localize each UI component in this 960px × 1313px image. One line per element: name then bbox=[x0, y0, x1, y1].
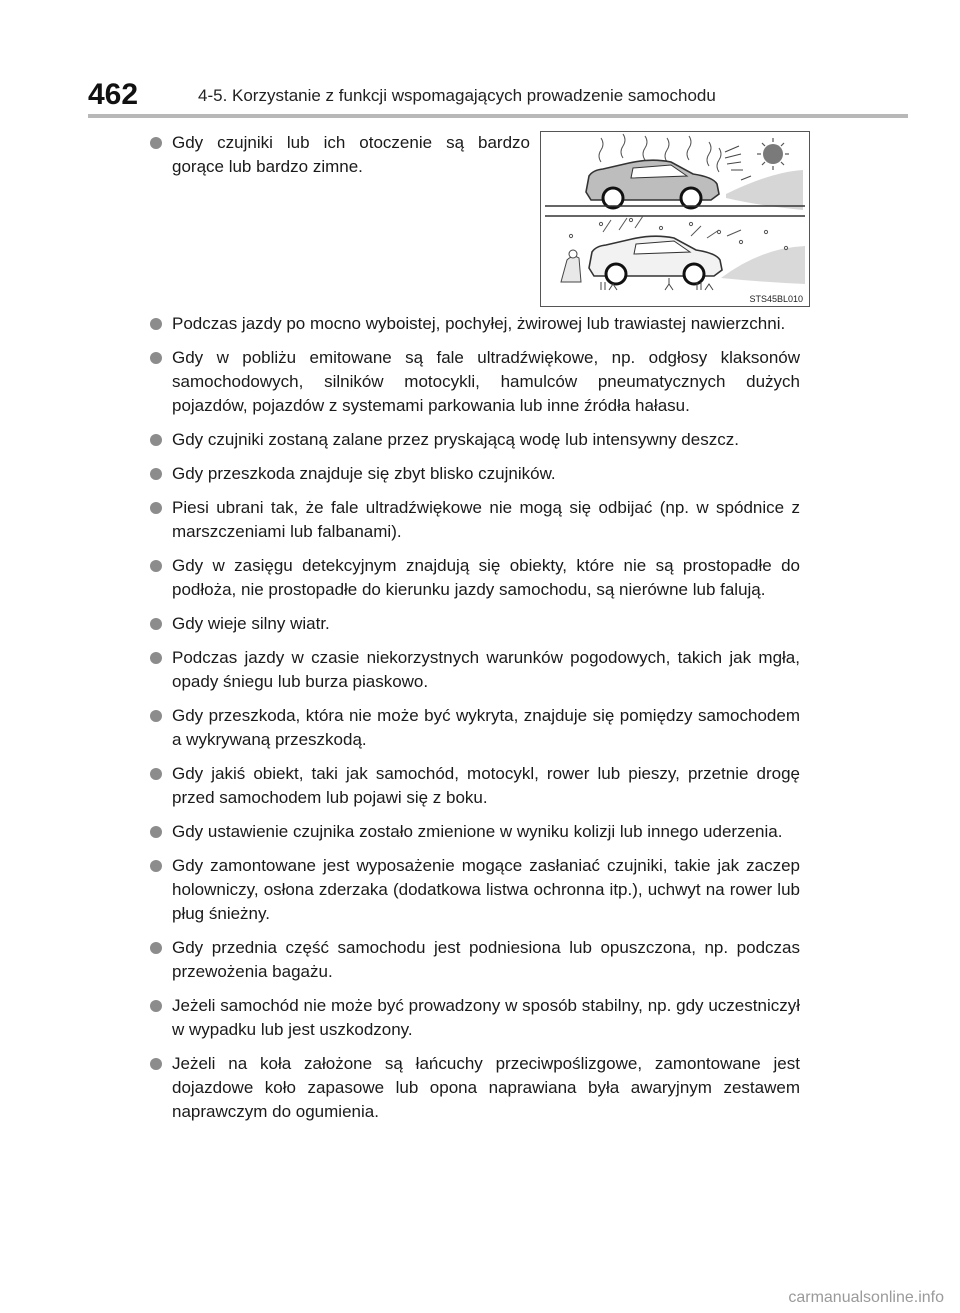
bullet-icon bbox=[150, 942, 162, 954]
list-item bbox=[150, 994, 800, 1042]
bullet-icon bbox=[150, 560, 162, 572]
car-bottom bbox=[589, 236, 722, 284]
list-item bbox=[150, 762, 800, 810]
bullet-icon bbox=[150, 468, 162, 480]
list-item-text: Gdy czujniki zostaną zalane przez pryskającą wodę lub intensywny deszcz. bbox=[172, 430, 739, 449]
list-item bbox=[150, 462, 800, 486]
list-item-text: Jeżeli na koła założone są łańcuchy przeciwpoślizgowe, zamontowane jest dojazdowe koło zapasowe lub opona naprawiana była awaryjnym zestawem naprawczym do ogumienia. bbox=[172, 1054, 800, 1121]
bullet-icon bbox=[150, 768, 162, 780]
bullet-icon bbox=[150, 137, 162, 149]
list-item bbox=[150, 704, 800, 752]
header-rule bbox=[88, 114, 908, 118]
page-header bbox=[88, 78, 908, 118]
car-top bbox=[586, 160, 719, 208]
list-item-text: Gdy czujniki lub ich otoczenie są bardzo gorące lub bardzo zimne. bbox=[172, 133, 530, 176]
watermark-link[interactable]: carmanualsonline.info bbox=[788, 1289, 944, 1306]
list-item-text: Podczas jazdy po mocno wyboistej, pochyłej, żwirowej lub trawiastej nawierzchni. bbox=[172, 314, 786, 333]
list-item bbox=[150, 820, 800, 844]
bullet-icon bbox=[150, 1058, 162, 1070]
page-number: 462 bbox=[88, 78, 139, 111]
list-item bbox=[150, 312, 800, 336]
condition-list bbox=[150, 312, 800, 1134]
bullet-icon bbox=[150, 860, 162, 872]
list-item-text: Gdy w zasięgu detekcyjnym znajdują się obiekty, które nie są prostopadłe do podłoża, nie prostopadłe do kierunku jazdy samochodu, są nierówne lub falują. bbox=[172, 556, 800, 599]
bullet-icon bbox=[150, 352, 162, 364]
list-item-text: Gdy w pobliżu emitowane są fale ultradźwiękowe, np. odgłosy klaksonów samochodowych, silników motocykli, hamulców pneumatycznych dużych pojazdów, pojazdów z systemami parkowania lub inne źródła hałasu. bbox=[172, 348, 800, 415]
bullet-icon bbox=[150, 434, 162, 446]
list-item-text: Gdy przeszkoda znajduje się zbyt blisko czujników. bbox=[172, 464, 556, 483]
list-item bbox=[150, 496, 800, 544]
list-item-text: Jeżeli samochód nie może być prowadzony w sposób stabilny, np. gdy uczestniczył w wypadku lub jest uszkodzony. bbox=[172, 996, 800, 1039]
list-item-text: Gdy jakiś obiekt, taki jak samochód, motocykl, rower lub pieszy, przetnie drogę przed samochodem lub pojawi się z boku. bbox=[172, 764, 800, 807]
figure-code: STS45BL010 bbox=[749, 294, 803, 304]
list-item-text: Podczas jazdy w czasie niekorzystnych warunków pogodowych, takich jak mgła, opady śniegu lub burza piaskowo. bbox=[172, 648, 800, 691]
bullet-icon bbox=[150, 502, 162, 514]
list-item-text: Gdy przednia część samochodu jest podniesiona lub opuszczona, np. podczas przewożenia bagażu. bbox=[172, 938, 800, 981]
list-item bbox=[150, 936, 800, 984]
section-title: 4-5. Korzystanie z funkcji wspomagających prowadzenie samochodu bbox=[198, 86, 716, 105]
illustration-figure bbox=[540, 131, 810, 307]
list-item-text: Piesi ubrani tak, że fale ultradźwiękowe nie mogą się odbijać (np. w spódnice z marszczeniami lub falbanami). bbox=[172, 498, 800, 541]
bullet-icon bbox=[150, 652, 162, 664]
first-list-item-block bbox=[150, 131, 530, 179]
list-item bbox=[150, 131, 530, 179]
list-item-text: Gdy przeszkoda, która nie może być wykryta, znajduje się pomiędzy samochodem a wykrywaną przeszkodą. bbox=[172, 706, 800, 749]
list-item bbox=[150, 428, 800, 452]
list-item bbox=[150, 554, 800, 602]
list-item bbox=[150, 1052, 800, 1124]
list-item bbox=[150, 346, 800, 418]
bullet-icon bbox=[150, 826, 162, 838]
list-item-text: Gdy zamontowane jest wyposażenie mogące zasłaniać czujniki, takie jak zaczep holowniczy, osłona zderzaka (dodatkowa listwa ochronna itp.), uchwyt na rower lub pług śnieżny. bbox=[172, 856, 800, 923]
list-item-text: Gdy wieje silny wiatr. bbox=[172, 614, 330, 633]
bullet-icon bbox=[150, 318, 162, 330]
bullet-icon bbox=[150, 1000, 162, 1012]
bullet-icon bbox=[150, 710, 162, 722]
list-item bbox=[150, 612, 800, 636]
list-item bbox=[150, 854, 800, 926]
bullet-icon bbox=[150, 618, 162, 630]
list-item bbox=[150, 646, 800, 694]
list-item-text: Gdy ustawienie czujnika zostało zmienione w wyniku kolizji lub innego uderzenia. bbox=[172, 822, 783, 841]
hot-cold-sensor-illustration bbox=[541, 132, 809, 306]
